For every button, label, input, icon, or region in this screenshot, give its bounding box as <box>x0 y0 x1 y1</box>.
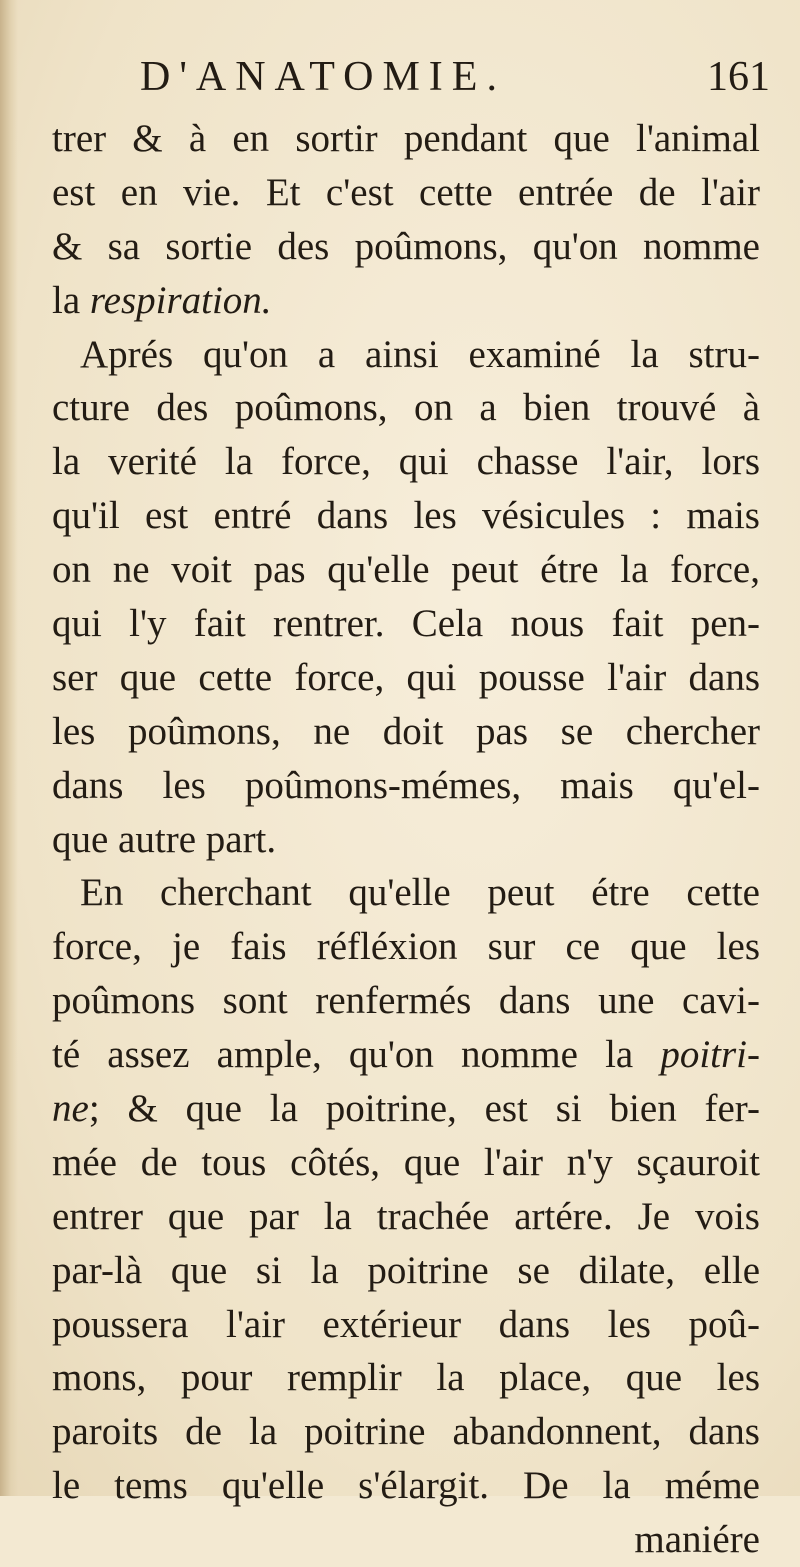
paragraph-start-line: Aprés qu'on a ainsi examiné la stru- <box>80 332 760 376</box>
text-line: poûmons sont renfermés dans une cavi- <box>52 979 760 1023</box>
text-line: qu'il est entré dans les vésicules : mais <box>52 494 760 538</box>
text-line: cture des poûmons, on a bien trouvé à <box>52 386 760 430</box>
text-line: & sa sortie des poûmons, qu'on nomme <box>52 224 760 268</box>
text-line: mons, pour remplir la place, que les <box>52 1356 760 1400</box>
text-line: force, je fais réfléxion sur ce que les <box>52 925 760 969</box>
text-line: mée de tous côtés, que l'air n'y sçauroit <box>52 1140 760 1184</box>
page-binding-edge <box>0 0 18 1496</box>
text-line: la verité la force, qui chasse l'air, lors <box>52 440 760 484</box>
italic-term-poitrine-end: ne <box>52 1087 89 1131</box>
page-header <box>140 52 770 102</box>
text-fragment: la <box>52 278 90 322</box>
italic-term-respiration: respiration. <box>89 278 272 322</box>
page-number: 161 <box>707 54 770 100</box>
paragraph-start-line: En cherchant qu'elle peut étre cette <box>80 871 760 915</box>
text-line <box>52 274 760 328</box>
text-line: par-là que si la poitrine se dilate, elle <box>52 1248 760 1292</box>
text-line: est en vie. Et c'est cette entrée de l'air <box>52 170 760 214</box>
text-line <box>52 1082 760 1136</box>
running-head: D'ANATOMIE. <box>140 54 506 100</box>
italic-term-poitrine: poitri- <box>660 1033 760 1077</box>
text-line: les poûmons, ne doit pas se chercher <box>52 709 760 753</box>
text-line: paroits de la poitrine abandonnent, dans <box>52 1410 760 1454</box>
text-line: que autre part. <box>52 817 277 861</box>
text-line: le tems qu'elle s'élargit. De la méme <box>52 1464 760 1508</box>
text-line <box>52 1028 760 1082</box>
text-line: on ne voit pas qu'elle peut étre la force, <box>52 548 760 592</box>
catchword: maniére <box>634 1518 760 1562</box>
text-line: entrer que par la trachée artére. Je vois <box>52 1194 760 1238</box>
body-text <box>52 112 760 1567</box>
text-line: trer & à en sortir pendant que l'animal <box>52 117 760 160</box>
text-line: ser que cette force, qui pousse l'air dans <box>52 655 760 699</box>
text-line: qui l'y fait rentrer. Cela nous fait pen- <box>52 602 760 646</box>
text-fragment: té assez ample, qu'on nomme la <box>52 1033 661 1077</box>
text-line: dans les poûmons-mémes, mais qu'el- <box>52 763 760 807</box>
text-line: poussera l'air extérieur dans les poû- <box>52 1302 760 1346</box>
text-fragment: ; & que la poitrine, est si bien fer- <box>88 1087 760 1131</box>
